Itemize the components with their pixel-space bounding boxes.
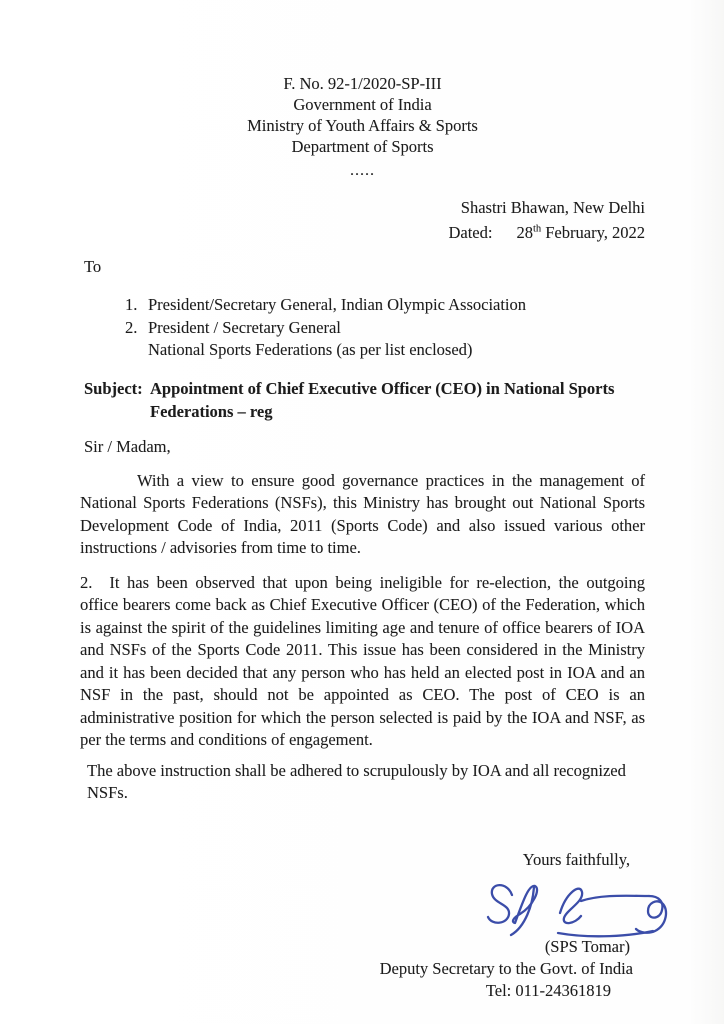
body-paragraph-1: With a view to ensure good governance practices in the management of National Sports Federations (NSFs), this Ministry has brought out National Sports Development Code of India, 2011 (Sports Code) and also issued various other instructions / advisories from time to time.	[80, 470, 645, 557]
subject-text: Appointment of Chief Executive Officer (CEO) in National Sports Federations – reg	[150, 378, 615, 421]
recipient-item-2	[125, 317, 645, 340]
handwritten-signature-icon	[482, 873, 687, 941]
signatory-title: Deputy Secretary to the Govt. of India	[379, 958, 633, 978]
signatory-name: (SPS Tomar)	[544, 936, 630, 956]
signatory-telephone: Tel: 011-24361819	[485, 980, 611, 1000]
paragraph-number: 2.	[80, 572, 93, 592]
letterhead	[80, 73, 645, 180]
recipient-list	[125, 294, 645, 362]
recipient-number: 2.	[125, 317, 138, 337]
org-line-ministry: Ministry of Youth Affairs & Sports	[247, 116, 478, 135]
dateline	[80, 195, 645, 245]
signatory-block	[80, 936, 645, 1002]
date-line	[80, 220, 645, 245]
to-label: To	[84, 257, 102, 276]
separator-dots: .....	[350, 162, 375, 179]
recipient-number: 1.	[125, 295, 138, 314]
recipient-line: President / Secretary General	[148, 317, 341, 337]
subject-label: Subject:	[84, 378, 143, 398]
recipient-item-1	[125, 294, 645, 317]
dated-label: Dated:	[448, 223, 493, 242]
paragraph-text: It has been observed that upon being ineligible for re-election, the outgoing office bearers come back as Chief Executive Officer (CEO) of the Federation, which is against the spirit of the guidelines limiting age and tenure of office bearers of IOA and NSFs of the Sports Code 2011. This issue has been considered in the Ministry and it has been decided that any person who has held an elected post in IOA and an NSF in the past, should not be appointed as CEO. The post of CEO is an administrative position for which the person selected is paid by the IOA and NSF, as per the terms and conditions of engagement.	[80, 572, 645, 749]
date-rest: February, 2022	[541, 223, 645, 242]
place-line: Shastri Bhawan, New Delhi	[460, 198, 645, 217]
recipient-line-continuation: National Sports Federations (as per list enclosed)	[148, 340, 473, 359]
org-line-government: Government of India	[293, 95, 432, 114]
closing: Yours faithfully,	[522, 849, 630, 869]
subject-line	[80, 377, 645, 423]
date-ordinal: th	[532, 223, 542, 235]
body-paragraph-3: The above instruction shall be adhered to scrupulously by IOA and all recognized NSFs.	[87, 760, 626, 802]
file-number: F. No. 92-1/2020-SP-III	[283, 74, 442, 93]
signature-area	[80, 873, 687, 941]
org-line-department: Department of Sports	[291, 137, 434, 156]
body-paragraph-2	[80, 572, 645, 752]
date-day: 28	[516, 223, 533, 242]
recipient-line: President/Secretary General, Indian Olympic Association	[148, 295, 527, 314]
salutation: Sir / Madam,	[84, 436, 171, 456]
